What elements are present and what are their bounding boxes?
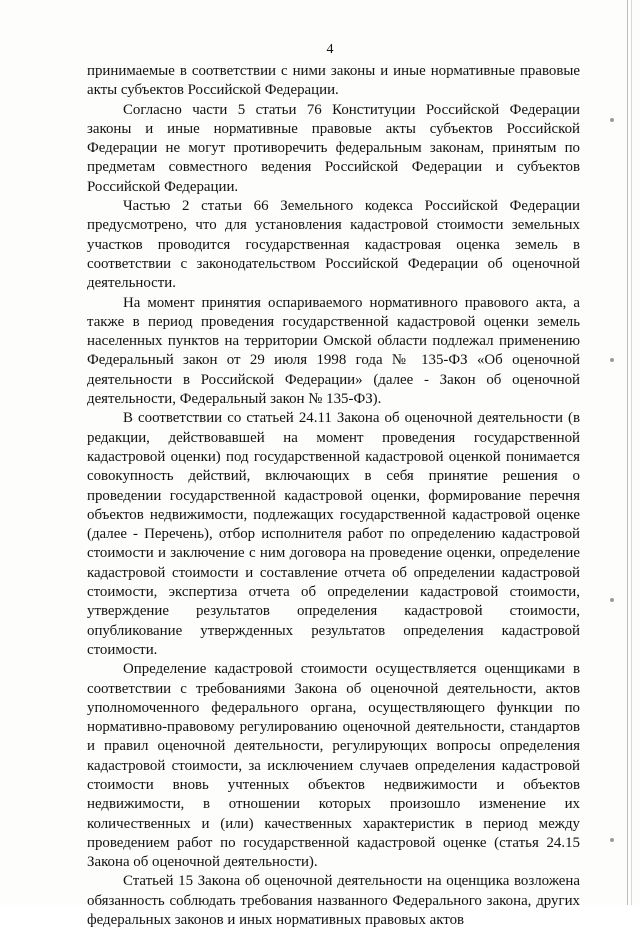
paragraph-5: В соответствии со статьей 24.11 Закона об оценочной деятельности (в редакции, действовавшей на момент проведения государственной кадастровой оценки) под государственной кадастровой оценкой понимается совокупность действий, включающих в себя принятие решения о проведении государственной кадастровой оценки, формирование перечня объектов недвижимости, подлежащих государственной кадастровой оценке (далее - Перечень), отбор исполнителя работ по определению кадастровой стоимости и заключение с ним договора на проведение оценки, определение кадастровой стоимости и составление отчета об определении кадастровой стоимости, экспертиза отчета об определении кадастровой стоимости, утверждение результатов определения кадастровой стоимости, опубликование утвержденных результатов определения кадастровой стоимости. — [87, 410, 580, 658]
binding-hole — [610, 598, 614, 602]
binding-line-outer — [627, 0, 628, 905]
paragraph-4: На момент принятия оспариваемого нормативного правового акта, а также в период проведения государственной кадастровой оценки земель населенных пунктов на территории Омской области подлежал применению Федеральный закон от 29 июля 1998 года № 135-ФЗ «Об оценочной деятельности в Российской Федерации» (далее - Закон об оценочной деятельности, Федеральный закон № 135-ФЗ). — [87, 294, 580, 408]
page-number: 4 — [326, 42, 334, 57]
paragraph-3: Частью 2 статьи 66 Земельного кодекса Российской Федерации предусмотрено, что для установления кадастровой стоимости земельных участков проводится государственная кадастровая оценка земель в соответствии с законодательством Российской Федерации об оценочной деятельности. — [87, 198, 580, 292]
binding-line-inner — [631, 0, 632, 905]
binding-margin — [592, 0, 640, 905]
document-body — [87, 62, 580, 930]
paragraph-2: Согласно части 5 статьи 76 Конституции Российской Федерации законы и иные нормативные правовые акты субъектов Российской Федерации не могут противоречить федеральным законам, принятым по предметам совместного ведения Российской Федерации и субъектов Российской Федерации. — [87, 101, 580, 195]
paragraph-6: Определение кадастровой стоимости осуществляется оценщиками в соответствии с требованиями Закона об оценочной деятельности, актов уполномоченного федерального органа, осуществляющего функции по нормативно-правовому регулированию оценочной деятельности, стандартов и правил оценочной деятельности, регулирующих вопросы определения кадастровой стоимости, за исключением случаев определения кадастровой стоимости вновь учтенных объектов недвижимости и объектов недвижимости, в отношении которых произошло изменение их количественных и (или) качественных характеристик в период между проведением работ по государственной кадастровой оценке (статья 24.15 Закона об оценочной деятельности). — [87, 661, 580, 871]
binding-hole — [610, 358, 614, 362]
paragraph-1: принимаемые в соответствии с ними законы и иные нормативные правовые акты субъектов Российской Федерации. — [87, 63, 580, 99]
binding-hole — [610, 118, 614, 122]
paragraph-7: Статьей 15 Закона об оценочной деятельности на оценщика возложена обязанность соблюдать требования названного Федерального закона, других федеральных законов и иных нормативных правовых актов — [87, 873, 580, 929]
binding-hole — [610, 838, 614, 842]
